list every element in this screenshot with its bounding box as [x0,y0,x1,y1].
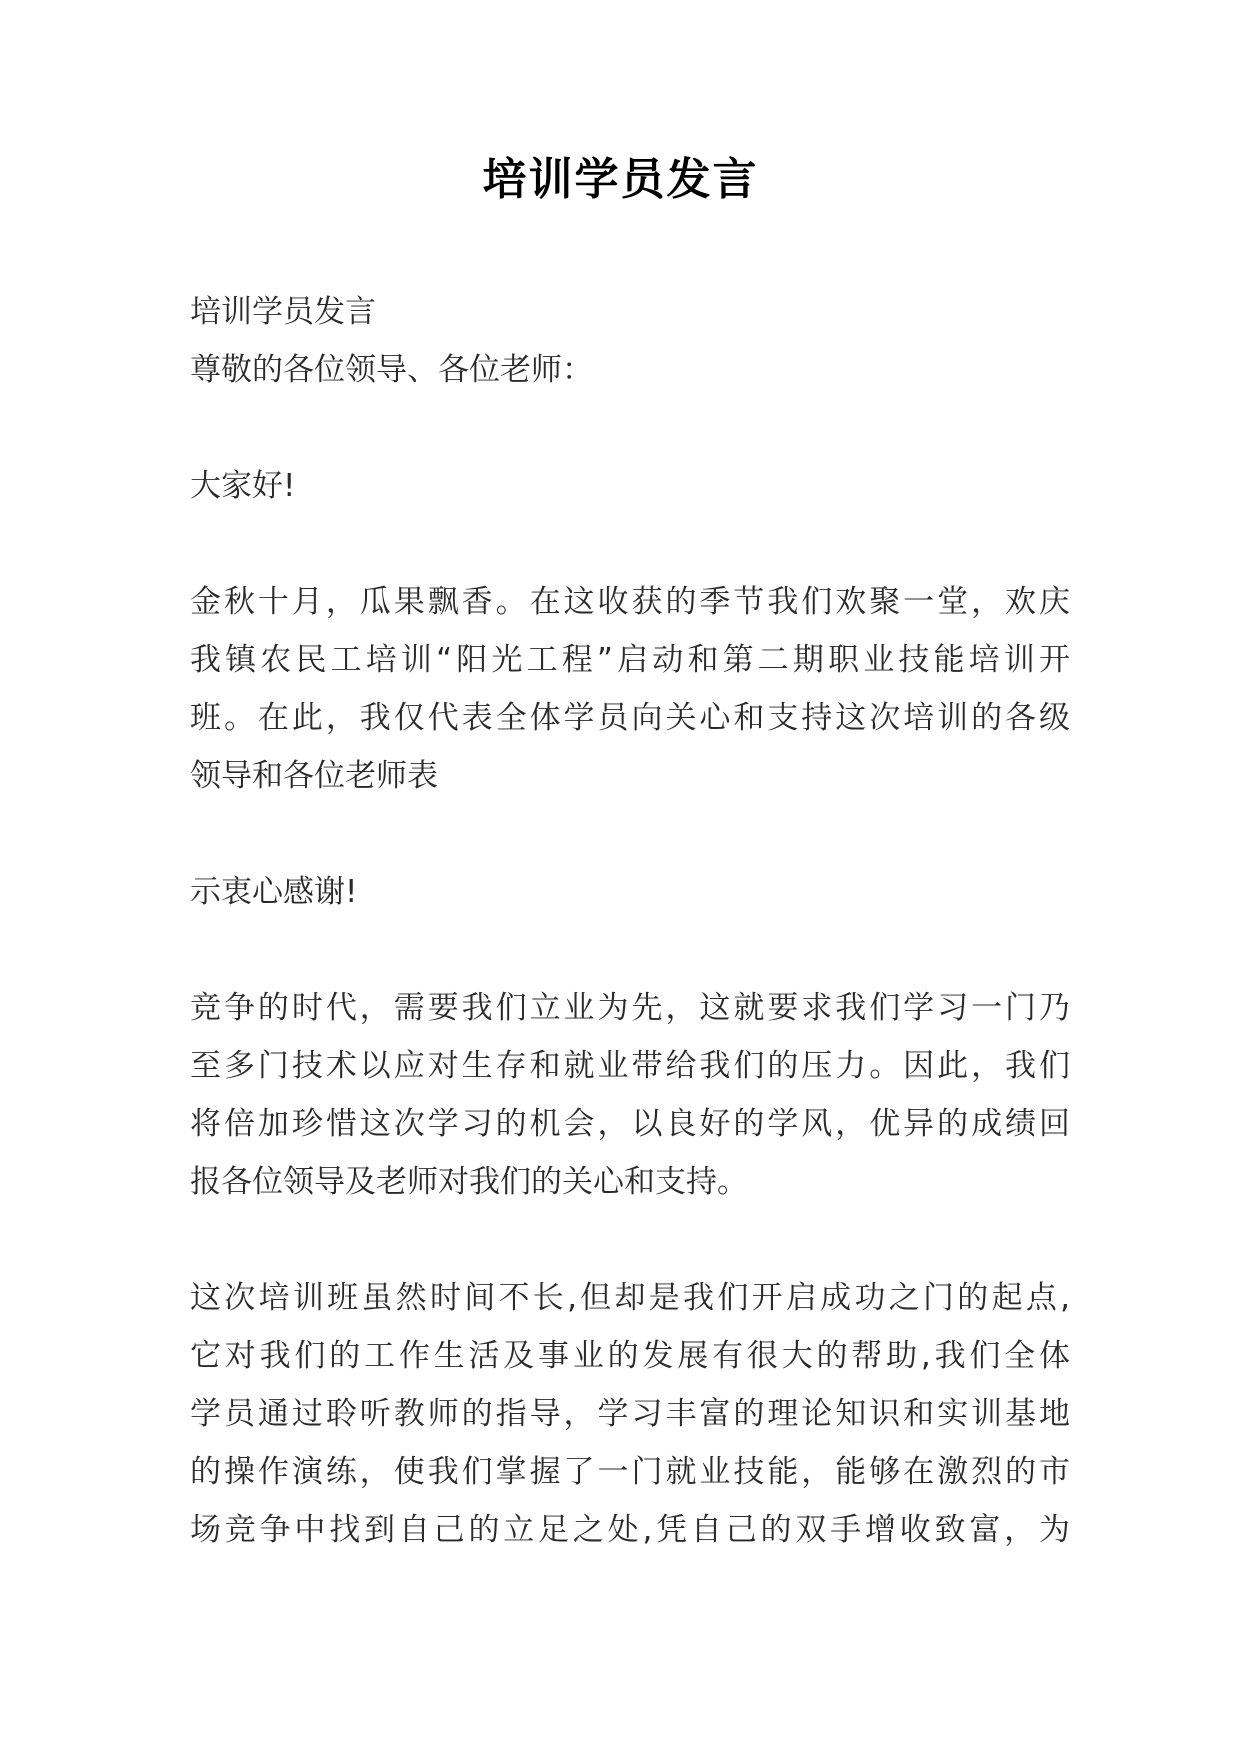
paragraph [190,457,1070,515]
text-line: 场竞争中找到自己的立足之处,凭自己的双手增收致富，为 [190,1512,1070,1548]
document-body [190,283,1070,1559]
text-line: 竞争的时代，需要我们立业为先，这就要求我们学习一门乃 [190,990,1070,1026]
text-line: 班。在此，我仅代表全体学员向关心和支持这次培训的各级 [190,700,1070,736]
text-line: 培训学员发言 [190,294,376,330]
text-line: 这次培训班虽然时间不长,但却是我们开启成功之门的起点, [190,1280,1070,1316]
text-line: 将倍加珍惜这次学习的机会，以良好的学风，优异的成绩回 [190,1106,1070,1142]
paragraph-spacer [190,1211,1070,1269]
text-line: 我镇农民工培训“阳光工程”启动和第二期职业技能培训开 [190,642,1070,678]
paragraph [190,863,1070,921]
text-line: 报各位领导及老师对我们的关心和支持。 [190,1164,748,1200]
text-line: 尊敬的各位领导、各位老师： [190,352,593,388]
paragraph-spacer [190,515,1070,573]
text-line: 的操作演练，使我们掌握了一门就业技能，能够在激烈的市 [190,1454,1070,1490]
paragraph [190,1269,1070,1559]
paragraph-spacer [190,399,1070,457]
document-title: 培训学员发言 [482,154,759,205]
paragraph-spacer [190,805,1070,863]
text-line: 学员通过聆听教师的指导，学习丰富的理论知识和实训基地 [190,1396,1070,1432]
text-line: 领导和各位老师表 [190,758,438,794]
text-line: 它对我们的工作生活及事业的发展有很大的帮助,我们全体 [190,1338,1070,1374]
text-line: 大家好! [190,468,296,504]
text-line: 金秋十月，瓜果飘香。在这收获的季节我们欢聚一堂，欢庆 [190,584,1070,620]
paragraph [190,283,1070,399]
paragraph-spacer [190,921,1070,979]
text-line: 至多门技术以应对生存和就业带给我们的压力。因此，我们 [190,1048,1070,1084]
paragraph [190,979,1070,1211]
paragraph [190,573,1070,805]
text-line: 示衷心感谢! [190,874,358,910]
